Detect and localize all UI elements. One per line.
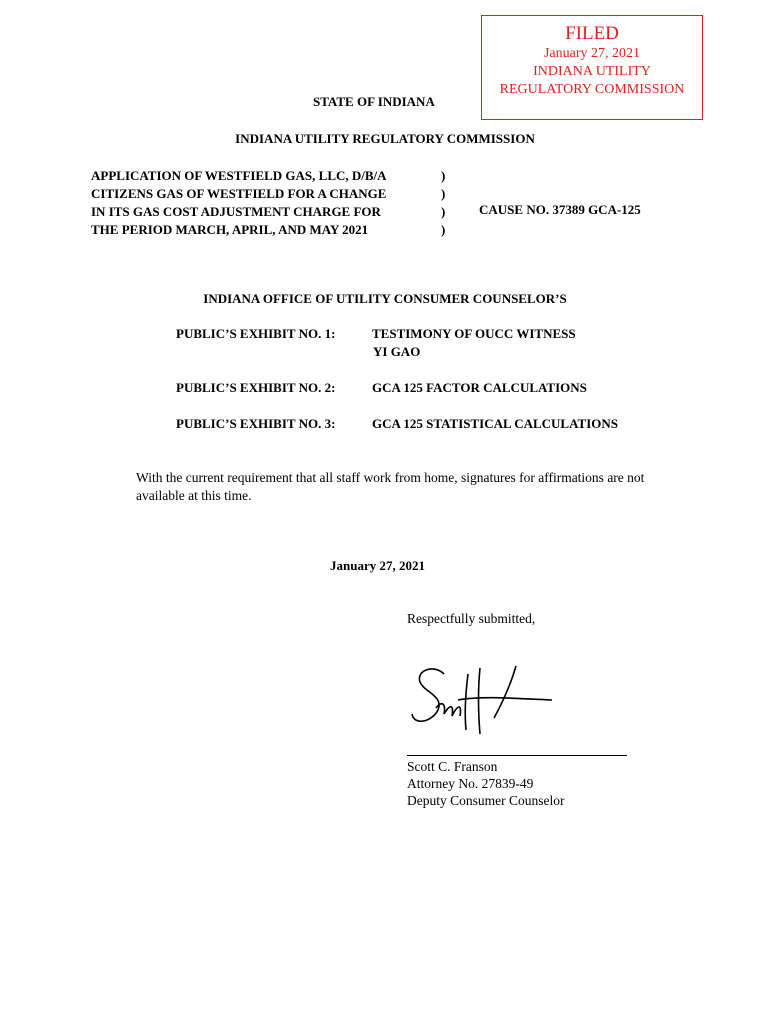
exhibit-label: PUBLIC’S EXHIBIT NO. 3:: [176, 416, 336, 431]
commission-heading: INDIANA UTILITY REGULATORY COMMISSION: [235, 131, 535, 146]
filed-stamp: [481, 15, 703, 120]
signature-stroke: [465, 674, 468, 730]
caption-paren: ): [441, 186, 446, 201]
signature-stroke: [412, 669, 444, 721]
signature-block: [407, 758, 565, 809]
signature-stroke: [479, 668, 481, 734]
caption-line: APPLICATION OF WESTFIELD GAS, LLC, D/B/A: [91, 168, 387, 183]
exhibit-title-continued: YI GAO: [373, 344, 421, 359]
caption-line: THE PERIOD MARCH, APRIL, AND MAY 2021: [91, 222, 369, 237]
signer-name: Scott C. Franson: [407, 759, 498, 774]
exhibit-title: TESTIMONY OF OUCC WITNESS: [372, 326, 576, 341]
signature-line: [407, 755, 627, 756]
case-caption: [91, 167, 451, 239]
signature-stroke: [458, 698, 552, 700]
exhibit-title: GCA 125 STATISTICAL CALCULATIONS: [372, 416, 618, 431]
caption-paren: ): [441, 204, 446, 219]
signer-title: Deputy Consumer Counselor: [407, 793, 565, 808]
caption-line: IN ITS GAS COST ADJUSTMENT CHARGE FOR: [91, 204, 381, 219]
caption-row: [91, 221, 451, 239]
caption-paren: ): [441, 222, 446, 237]
caption-paren: ): [441, 168, 446, 183]
stamp-line-2: REGULATORY COMMISSION: [499, 82, 685, 97]
signature-stroke: [494, 666, 516, 718]
closing: Respectfully submitted,: [407, 611, 536, 626]
exhibit-title: GCA 125 FACTOR CALCULATIONS: [372, 380, 587, 395]
affirmation-note: With the current requirement that all staff work from home, signatures for affirmations are not available at this time.: [136, 470, 645, 503]
stamp-date: January 27, 2021: [543, 46, 641, 61]
signature-image: [410, 660, 560, 740]
state-heading: STATE OF INDIANA: [313, 94, 435, 109]
caption-row: [91, 167, 451, 185]
stamp-line-1: INDIANA UTILITY: [533, 64, 651, 79]
caption-row: [91, 203, 451, 221]
exhibit-label: PUBLIC’S EXHIBIT NO. 2:: [176, 380, 336, 395]
cause-number: CAUSE NO. 37389 GCA-125: [479, 202, 641, 217]
office-heading: INDIANA OFFICE OF UTILITY CONSUMER COUNSELOR’S: [203, 291, 567, 306]
stamp-title: FILED: [565, 23, 619, 44]
caption-line: CITIZENS GAS OF WESTFIELD FOR A CHANGE: [91, 186, 387, 201]
caption-row: [91, 185, 451, 203]
document-date: January 27, 2021: [330, 558, 425, 573]
exhibit-label: PUBLIC’S EXHIBIT NO. 1:: [176, 326, 336, 341]
signer-attorney-number: Attorney No. 27839-49: [407, 776, 534, 791]
